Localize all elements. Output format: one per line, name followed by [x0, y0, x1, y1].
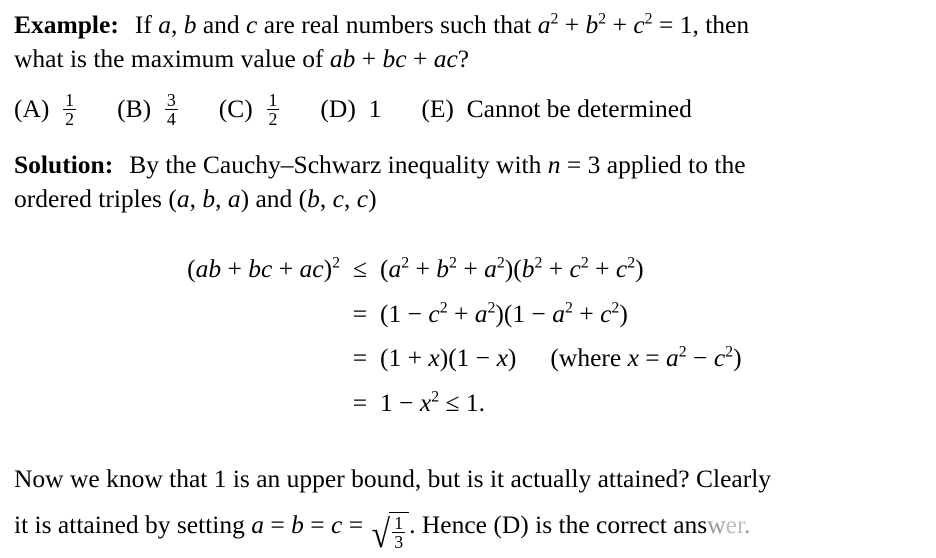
display-equations: [60, 256, 922, 434]
example-vars: a: [158, 10, 171, 39]
equation-row-4: [60, 387, 922, 417]
choice-e-tag: (E): [421, 94, 454, 124]
closing-line2-post: . Hence (D) is the correct ans​wer.: [409, 509, 751, 539]
equation-2-rhs: $(1 - c^2 + a^2)(1 - a^2 + c^2)$: [380, 298, 628, 328]
solution-paragraph: [14, 148, 922, 215]
example-line2: what is the maximum value of ab + bc + ac?: [14, 43, 470, 73]
choice-a-value: $\frac{1}{2}$: [65, 90, 75, 130]
equation-1-relation: ≤: [353, 254, 367, 283]
choice-b[interactable]: [117, 91, 179, 128]
answer-choices: [14, 91, 922, 128]
choice-e-value: Cannot be determined: [466, 94, 692, 124]
choice-b-value: $\frac{3}{4}$: [166, 90, 176, 130]
equation-1-rhs: $(a^2 + b^2 + a^2)(b^2 + c^2 + c^2)$: [380, 254, 644, 283]
choice-c-tag: (C): [218, 94, 253, 124]
equation-row-3: [60, 345, 922, 371]
choice-b-tag: (B): [117, 94, 152, 124]
choice-d-value: 1: [368, 94, 382, 124]
example-and: and: [202, 10, 240, 39]
sqrt-denominator: 3: [394, 531, 404, 552]
example-paragraph: Example: If a, b and c are real numbers such that $a^2 + b^2 + c^2 = 1$, then what is the maximum value of ab + bc + ac?: [14, 10, 750, 73]
choice-d[interactable]: [320, 95, 381, 123]
sqrt-one-third: √ $\frac{1}{3}$: [370, 512, 410, 551]
choice-a-tag: (A): [14, 94, 50, 124]
closing-paragraph: [14, 462, 922, 556]
equation-3-relation: =: [352, 343, 368, 372]
solution-label: Solution:: [14, 150, 114, 179]
solution-line2: ordered triples (a, b, a) and (b, c, c): [14, 183, 377, 213]
example-line1-pre: If: [134, 10, 152, 39]
example-line1-post: , then: [692, 10, 750, 39]
choice-a[interactable]: [14, 91, 77, 128]
example-var-c: c: [246, 10, 258, 39]
equation-2-relation: =: [352, 298, 368, 328]
equation-1-lhs: (ab + bc + ac)$^2$: [187, 254, 340, 283]
choice-d-tag: (D): [320, 94, 356, 124]
choice-e[interactable]: [421, 95, 692, 123]
equation-3-rhs: (1 + x)(1 − x) (where $x = a^2 - c^2$): [380, 343, 742, 372]
equation-4-relation: =: [352, 387, 368, 417]
equation-row-2: [60, 298, 922, 328]
equation-3-note: (where $x = a^2 - c^2$): [550, 343, 742, 372]
example-label: Example:: [14, 10, 119, 39]
closing-line2: [14, 508, 922, 556]
sqrt-numerator: 1: [394, 512, 404, 533]
equation-row-1: [60, 256, 922, 282]
choice-c[interactable]: [219, 91, 281, 128]
choice-c-value: $\frac{1}{2}$: [268, 90, 278, 130]
solution-line1: By the Cauchy–Schwarz inequality with n = 3 applied to the: [129, 150, 746, 179]
example-line1-mid: are real numbers such that: [263, 10, 532, 39]
closing-line1: Now we know that 1 is an upper bound, but is it actually attained? Clearly: [14, 464, 772, 493]
equation-4-rhs: $1 - x^2 \le 1$.: [380, 387, 485, 417]
example-constraint: $a^2 + b^2 + c^2 = 1$: [537, 10, 693, 39]
closing-equality: a = b = c =: [251, 509, 364, 539]
closing-line2-pre: it is attained by setting: [14, 509, 245, 539]
